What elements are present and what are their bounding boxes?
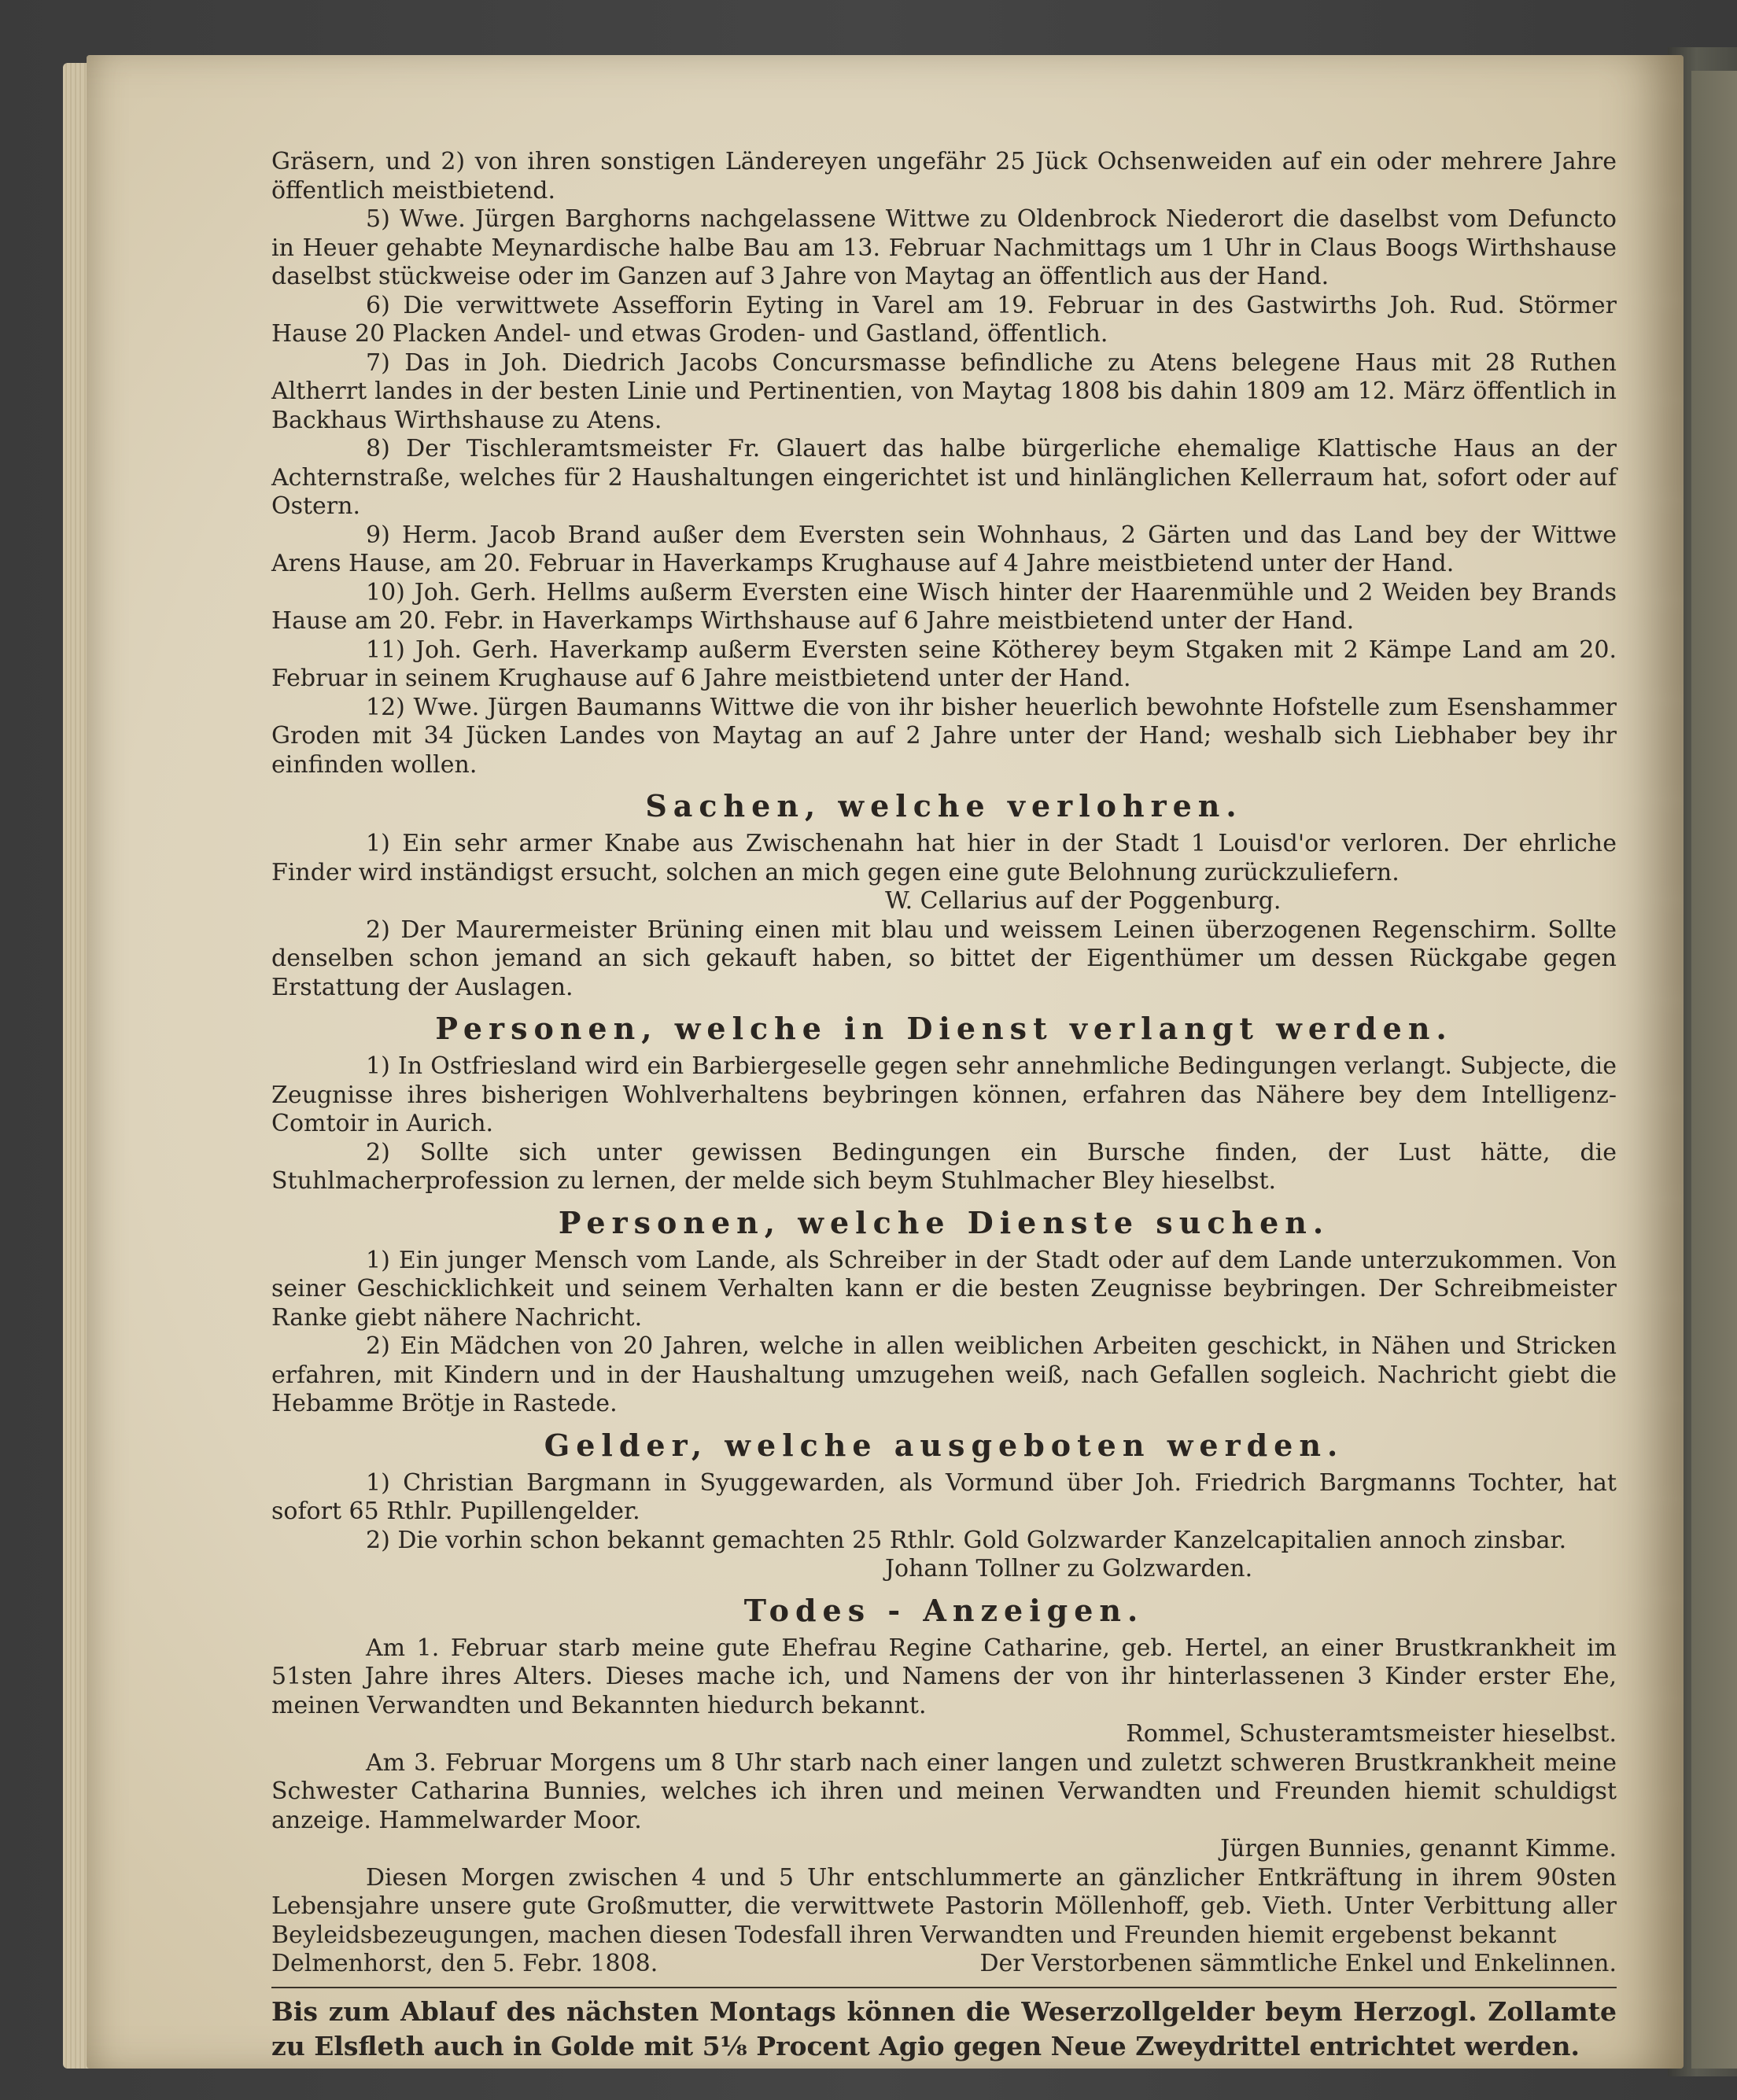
death-notice: Am 1. Februar starb meine gute Ehefrau Regine Catharine, geb. Hertel, an einer Brustkrankheit im 51sten Jahre ihres Alters. Dieses mache ich, und Namens der von ihr hinterlassenen 3 Kinder erster Ehe, meinen Verwandten und Bekannten hiedurch bekannt. — [271, 1634, 1617, 1719]
seeking-item: 2) Ein Mädchen von 20 Jahren, welche in allen weiblichen Arbeiten geschickt, in Nähen und Stricken erfahren, mit Kindern und in der Haushaltung umzugehen weiß, nach Gefallen sogleich. Nachricht giebt die Hebamme Brötje in Rastede. — [271, 1332, 1617, 1417]
death-signature: Der Verstorbenen sämmtliche Enkel und Enkelinnen. — [979, 1950, 1617, 1977]
lost-item: 1) Ein sehr armer Knabe aus Zwischenahn hat hier in der Stadt 1 Louisd'or verloren. Der ehrliche Finder wird inständigst ersucht, solchen an mich gegen eine gute Belohnung zurückzuliefern. — [271, 830, 1617, 886]
death-notice: Am 3. Februar Morgens um 8 Uhr starb nach einer langen und zuletzt schweren Brustkrankheit meine Schwester Catharina Bunnies, welches ich ihren und meinen Verwandten und Freunden hiemit schuldigst anzeige. Hammelwarder Moor. — [271, 1748, 1617, 1834]
wanted-item: 2) Sollte sich unter gewissen Bedingungen ein Bursche finden, der Lust hätte, die Stuhlmacherprofession zu lernen, der melde sich beym Stuhlmacher Bley hieselbst. — [271, 1138, 1617, 1195]
section-heading-lost: Sachen, welche verlohren. — [645, 788, 1243, 823]
death-signature: Jürgen Bunnies, genannt Kimme. — [1220, 1835, 1617, 1862]
wanted-item: 1) In Ostfriesland wird ein Barbiergeselle gegen sehr annehmliche Bedingungen verlangt. Subjecte, die Zeugnisse ihres bisherigen Wohlverhaltens beybringen können, erfahren das Nähere bey dem Intelligenz-Comtoir in Aurich. — [271, 1052, 1617, 1137]
lease-item: 6) Die verwittwete Assefforin Eyting in Varel am 19. Februar in des Gastwirths Joh. Rud. Störmer Hause 20 Placken Andel- und etwas Groden- und Gastland, öffentlich. — [271, 291, 1617, 348]
death-signature-line — [271, 1950, 1617, 1979]
lease-item: Gräsern, und 2) von ihren sonstigen Ländereyen ungefähr 25 Jück Ochsenweiden auf ein oder mehrere Jahre öffentlich meistbietend. — [271, 148, 1617, 204]
lease-item: 9) Herm. Jacob Brand außer dem Eversten sein Wohnhaus, 2 Gärten und das Land bey der Wittwe Arens Hause, am 20. Februar in Haverkamps Krughause auf 4 Jahre meistbietend unter der Hand. — [271, 521, 1617, 577]
section-heading-deaths: Todes - Anzeigen. — [743, 1592, 1145, 1628]
lease-item: 10) Joh. Gerh. Hellms außerm Eversten eine Wisch hinter der Haarenmühle und 2 Weiden bey Brands Hause am 20. Febr. in Haverkamps Wirthshause auf 6 Jahre meistbietend unter der Hand. — [271, 578, 1617, 635]
money-item: 1) Christian Bargmann in Syuggewarden, als Vormund über Joh. Friedrich Bargmanns Tochter, hat sofort 65 Rthlr. Pupillengelder. — [271, 1468, 1617, 1525]
lease-item: 12) Wwe. Jürgen Baumanns Wittwe die von ihr bisher heuerlich bewohnte Hofstelle zum Esenshammer Groden mit 34 Jücken Landes von Maytag an auf 2 Jahre unter der Hand; weshalb sich Liebhaber bey ihr einfinden wollen. — [271, 693, 1617, 779]
section-heading-wanted: Personen, welche in Dienst verlangt werden. — [435, 1011, 1453, 1046]
death-place-date: Delmenhorst, den 5. Febr. 1808. — [271, 1950, 658, 1977]
lease-item: 8) Der Tischleramtsmeister Fr. Glauert das halbe bürgerliche ehemalige Klattische Haus an der Achternstraße, welches für 2 Haushaltungen eingerichtet ist und hinlänglichen Kellerraum hat, sofort oder auf Ostern. — [271, 435, 1617, 520]
lease-item: 11) Joh. Gerh. Haverkamp außerm Eversten seine Kötherey beym Stgaken mit 2 Kämpe Land am 20. Februar in seinem Krughause auf 6 Jahre meistbietend unter der Hand. — [271, 636, 1617, 692]
lease-listings — [271, 148, 1617, 779]
seeking-item: 1) Ein junger Mensch vom Lande, als Schreiber in der Stadt oder auf dem Lande unterzukommen. Von seiner Geschicklichkeit und seinem Verhalten kann er die besten Zeugnisse beybringen. Der Schreibmeister Ranke giebt nähere Nachricht. — [271, 1246, 1617, 1332]
facing-page-edge — [1691, 71, 1737, 2069]
lost-item: 2) Der Maurermeister Brüning einen mit blau und weissem Leinen überzogenen Regenschirm. Sollte denselben schon jemand an sich gekauft haben, so bittet der Eigenthümer um dessen Rückgabe gegen Erstattung der Auslagen. — [271, 916, 1617, 1001]
section-heading-seeking: Personen, welche Dienste suchen. — [558, 1204, 1330, 1240]
customs-notice: Bis zum Ablauf des nächsten Montags können die Weserzollgelder beym Herzogl. Zollamte zu Elsfleth auch in Golde mit 5⅛ Procent Agio gegen Neue Zweydrittel entrichtet werden. — [271, 1995, 1617, 2061]
lease-item: 5) Wwe. Jürgen Barghorns nachgelassene Wittwe zu Oldenbrock Niederort die daselbst vom Defuncto in Heuer gehabte Meynardische halbe Bau am 13. Februar Nachmittags um 1 Uhr in Claus Boogs Wirthshause daselbst stückweise oder im Ganzen auf 3 Jahre von Maytag an öffentlich aus der Hand. — [271, 205, 1617, 290]
death-signature: Rommel, Schusteramtsmeister hieselbst. — [1126, 1720, 1617, 1748]
money-signature: Johann Tollner zu Golzwarden. — [885, 1555, 1253, 1582]
money-item: 2) Die vorhin schon bekannt gemachten 25 Rthlr. Gold Golzwarder Kanzelcapitalien annoch zinsbar. — [366, 1526, 1567, 1554]
lease-item: 7) Das in Joh. Diedrich Jacobs Concursmasse befindliche zu Atens belegene Haus mit 28 Ruthen Altherrt landes in der besten Linie und Pertinentien, von Maytag 1808 bis dahin 1809 am 12. März öffentlich in Backhaus Wirthshause zu Atens. — [271, 348, 1617, 434]
section-heading-money: Gelder, welche ausgeboten werden. — [544, 1427, 1344, 1463]
divider-rule — [271, 1987, 1617, 1988]
page-text — [271, 148, 1617, 2064]
lost-signature: W. Cellarius auf der Poggenburg. — [885, 887, 1282, 915]
death-notice: Diesen Morgen zwischen 4 und 5 Uhr entschlummerte an gänzlicher Entkräftung in ihrem 90sten Lebensjahre unsere gute Großmutter, die verwittwete Pastorin Möllenhoff, geb. Vieth. Unter Verbittung aller Beyleidsbezeugungen, machen diesen Todesfall ihren Verwandten und Freunden hiemit ergebenst bekannt — [271, 1863, 1617, 1949]
